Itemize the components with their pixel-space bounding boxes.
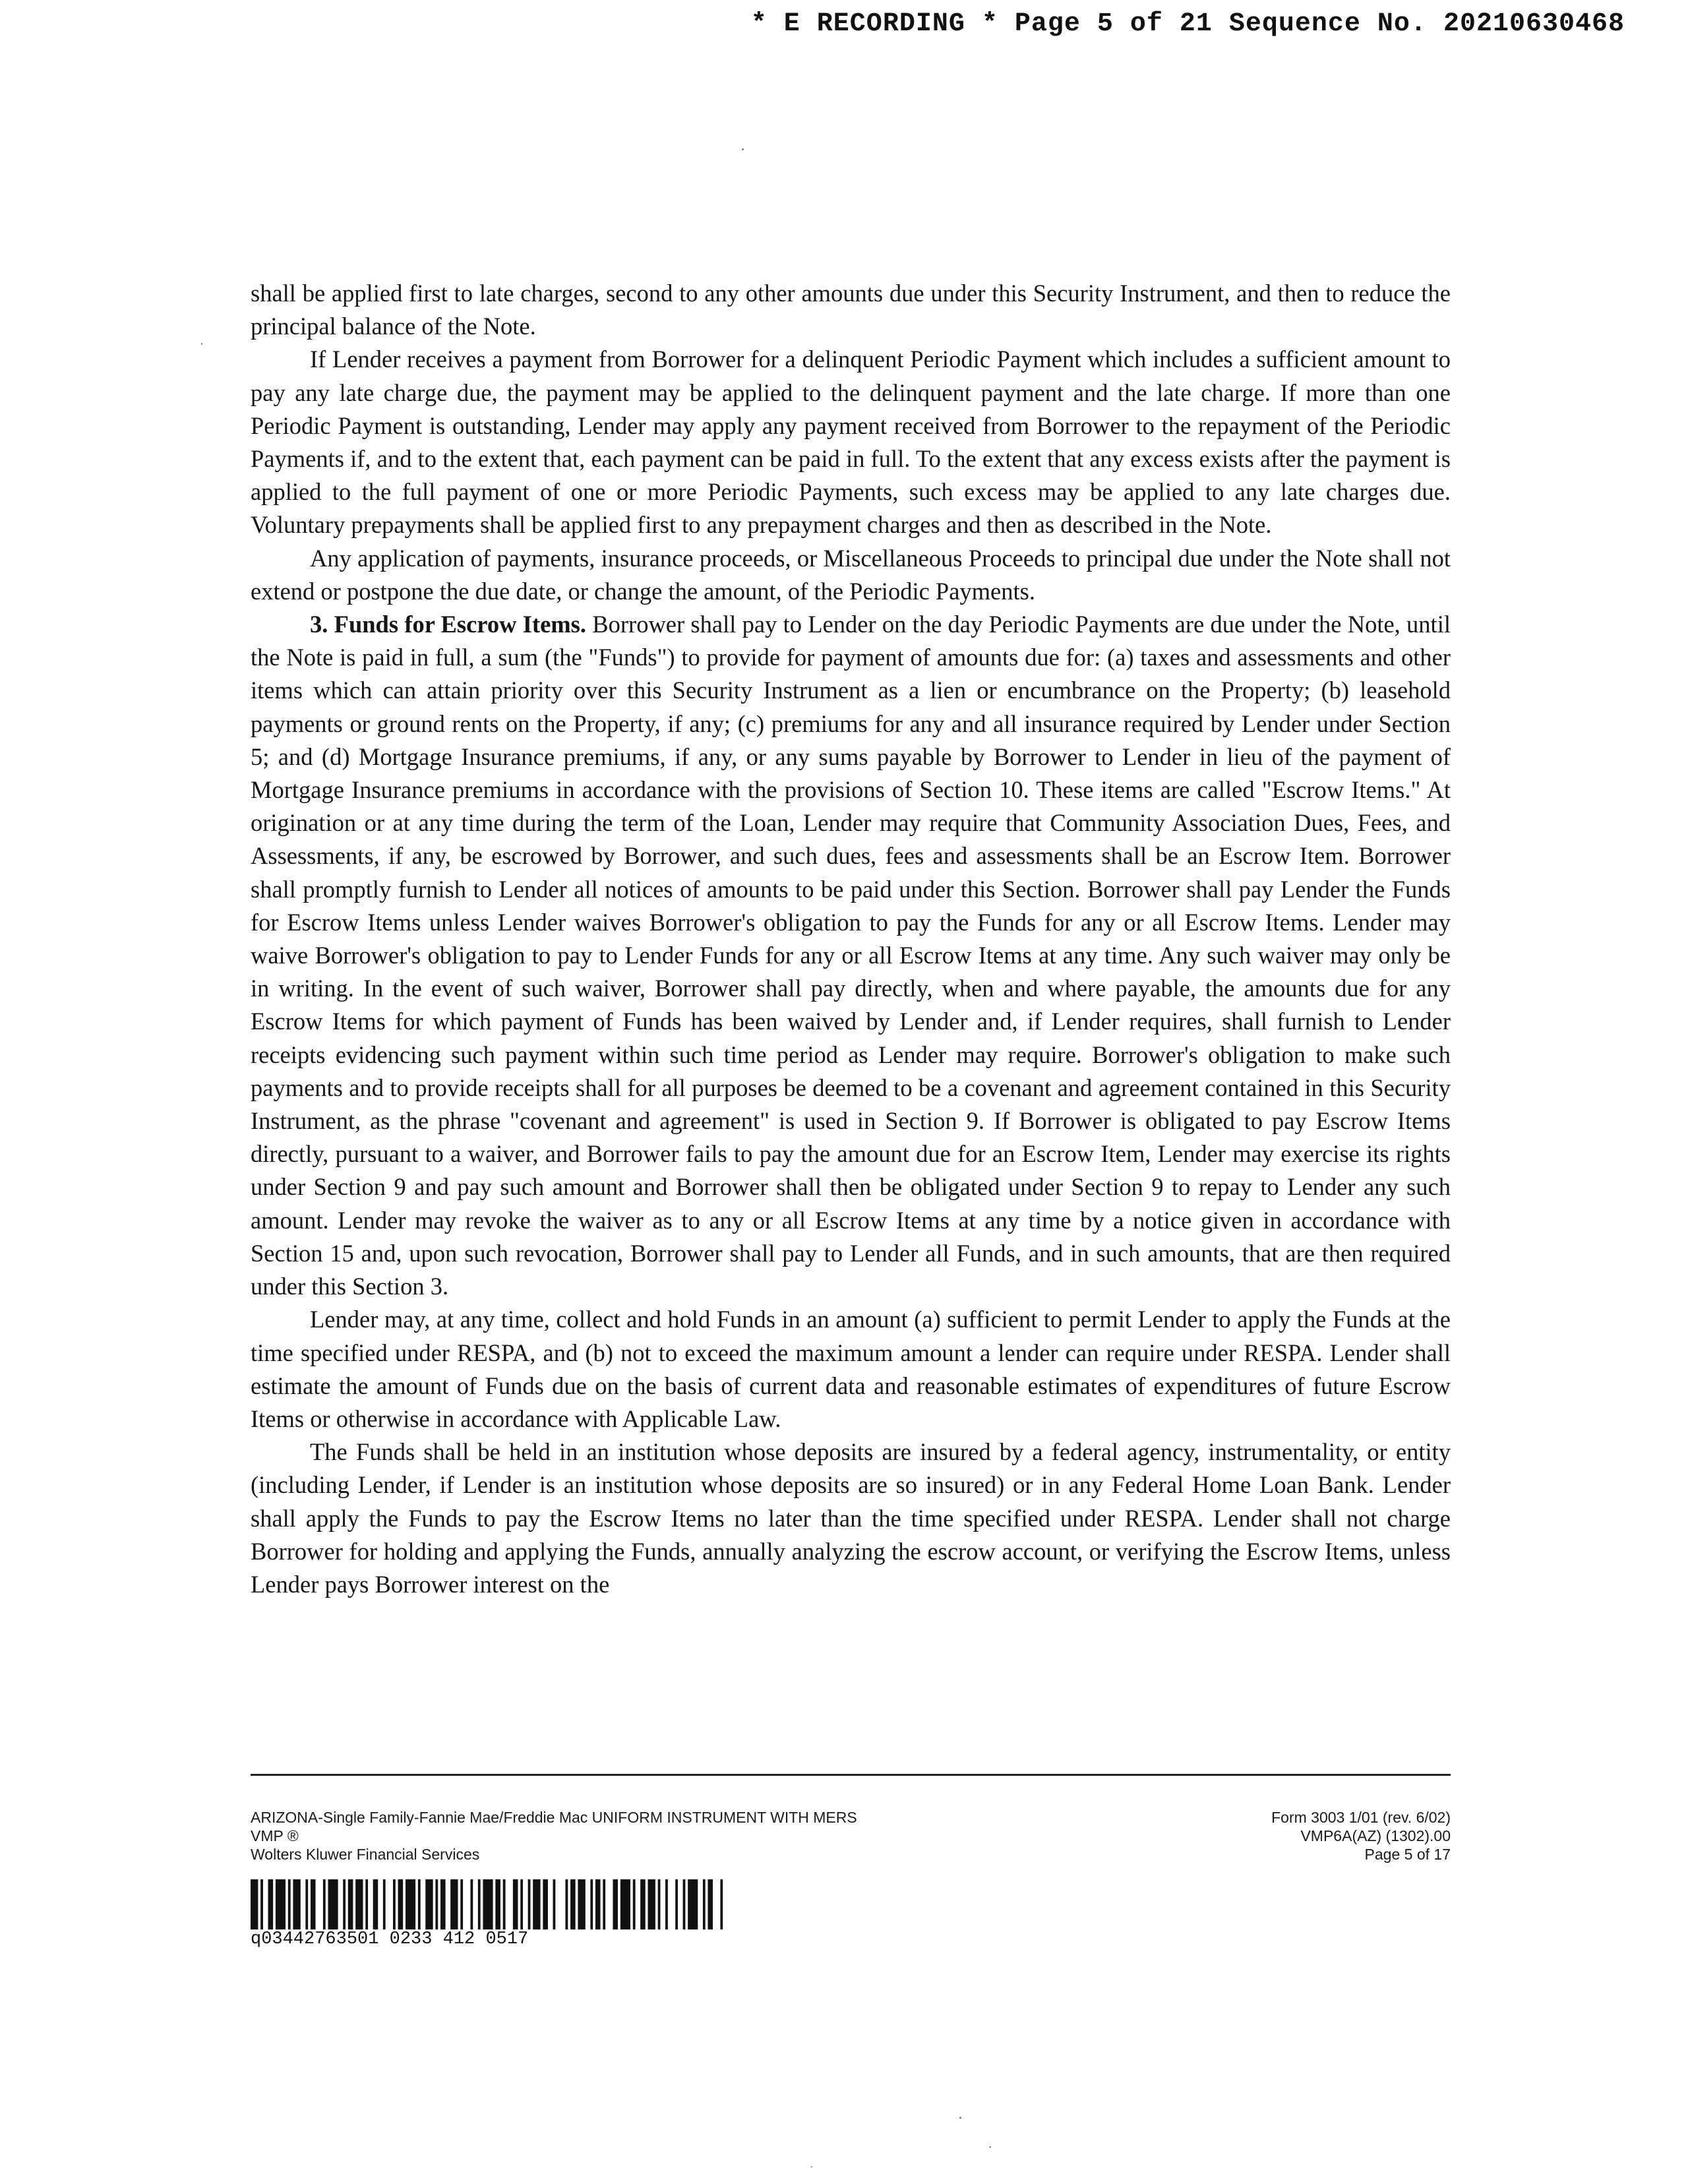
barcode-bar	[665, 1879, 668, 1929]
scan-speck	[811, 2166, 812, 2168]
barcode-image	[251, 1879, 725, 1929]
barcode-bar	[533, 1879, 540, 1929]
barcode-bar	[658, 1879, 661, 1929]
barcode-bar	[460, 1879, 463, 1929]
scan-speck	[742, 148, 744, 150]
barcode-bar	[343, 1879, 346, 1929]
barcode-bar	[708, 1879, 713, 1929]
barcode-bar	[703, 1879, 706, 1929]
barcode-bar	[440, 1879, 446, 1929]
footer-page-number: Page 5 of 17	[1364, 1846, 1451, 1863]
barcode-bar	[520, 1879, 523, 1929]
barcode-bar	[528, 1879, 531, 1929]
barcode-bar	[478, 1879, 481, 1929]
paragraph-funds-for-escrow-items	[251, 608, 1451, 1303]
barcode-bar	[553, 1879, 556, 1929]
barcode-bar	[260, 1879, 263, 1929]
scan-speck	[959, 2117, 961, 2119]
barcode-bar	[648, 1879, 655, 1929]
section-text: Borrower shall pay to Lender on the day Periodic Payments are due under the Note, until the Note is paid in full, a sum (the "Funds") to provide for payment of amounts due for: (a) taxes and assessments and other items which can attain priority over this Security Instrument as a lien or encumbrance on the Property; (b) leasehold payments or ground rents on the Property, if any; (c) premiums for any and all insurance required by Lender under Section 5; and (d) Mortgage Insurance premiums, if any, or any sums payable by Borrower to Lender in lieu of the payment of Mortgage Insurance premiums in accordance with the provisions of Section 10. These items are called "Escrow Items." At origination or at any time during the term of the Loan, Lender may require that Community Association Dues, Fees, and Assessments, if any, be escrowed by Borrower, and such dues, fees and assessments shall be an Escrow Item. Borrower shall promptly furnish to Lender all notices of amounts to be paid under this Section. Borrower shall pay Lender the Funds for Escrow Items unless Lender waives Borrower's obligation to pay the Funds for any or all Escrow Items. Lender may waive Borrower's obligation to pay to Lender Funds for any or all Escrow Items at any time. Any such waiver may only be in writing. In the event of such waiver, Borrower shall pay directly, when and where payable, the amounts due for any Escrow Items for which payment of Funds has been waived by Lender and, if Lender requires, shall furnish to Lender receipts evidencing such payment within such time period as Lender may require. Borrower's obligation to make such payments and to provide receipts shall for all purposes be deemed to be a covenant and agreement contained in this Security Instrument, as the phrase "covenant and agreement" is used in Section 9. If Borrower is obligated to pay Escrow Items directly, pursuant to a waiver, and Borrower fails to pay the amount due for an Escrow Item, Lender may exercise its rights under Section 9 and pay such amount and Borrower shall then be obligated under Section 9 to repay to Lender any such amount. Lender may revoke the waiver as to any or all Escrow Items at any time by a notice given in accordance with Section 15 and, upon such revocation, Borrower shall pay to Lender all Funds, and in such amounts, that are then required under this Section 3.	[251, 611, 1451, 1300]
barcode-bar	[418, 1879, 421, 1929]
barcode-bar	[543, 1879, 548, 1929]
barcode-bar	[398, 1879, 404, 1929]
paragraph-collect-and-hold-funds: Lender may, at any time, collect and hold Funds in an amount (a) sufficient to permit Lender to apply the Funds at the time specified under RESPA, and (b) not to exceed the maximum amount a lender can require under RESPA. Lender shall estimate the amount of Funds due on the basis of current data and reasonable estimates of expenditures of future Escrow Items or otherwise in accordance with Applicable Law.	[251, 1306, 1451, 1432]
footer-publisher: Wolters Kluwer Financial Services	[251, 1846, 480, 1863]
barcode-bar	[565, 1879, 568, 1929]
recording-stamp: * E RECORDING * Page 5 of 21 Sequence No. 20210630468	[750, 9, 1625, 39]
document-body	[251, 277, 1451, 1601]
barcode-bar	[435, 1879, 438, 1929]
barcode-bar	[355, 1879, 363, 1929]
barcode-bar	[373, 1879, 378, 1929]
section-heading: 3. Funds for Escrow Items.	[310, 611, 587, 638]
barcode-bar	[503, 1879, 506, 1929]
barcode-bar	[406, 1879, 415, 1929]
footer-divider	[251, 1774, 1451, 1776]
barcode-bar	[570, 1879, 576, 1929]
paragraph-delinquent-payment: If Lender receives a payment from Borrower for a delinquent Periodic Payment which includes a sufficient amount to pay any late charge due, the payment may be applied to the delinquent payment and the late charge. If more than one Periodic Payment is outstanding, Lender may apply any payment received from Borrower to the repayment of the Periodic Payments if, and to the extent that, each payment can be paid in full. To the extent that any excess exists after the payment is applied to the full payment of one or more Periodic Payments, such excess may be applied to any late charges due. Voluntary prepayments shall be applied first to any prepayment charges and then as described in the Note.	[251, 346, 1451, 539]
barcode-bar	[425, 1879, 433, 1929]
barcode-bar	[683, 1879, 686, 1929]
barcode-bar	[276, 1879, 286, 1929]
footer-form-title: ARIZONA-Single Family-Fannie Mae/Freddie Mac UNIFORM INSTRUMENT WITH MERS	[251, 1809, 857, 1826]
barcode-bar	[633, 1879, 636, 1929]
barcode-bar	[513, 1879, 518, 1929]
footer-vmp-mark: VMP ®	[251, 1827, 299, 1844]
barcode-bar	[365, 1879, 368, 1929]
footer-right-block	[1271, 1808, 1451, 1864]
barcode-bar	[450, 1879, 458, 1929]
barcode-bar	[288, 1879, 291, 1929]
barcode-bar	[393, 1879, 396, 1929]
scan-speck	[201, 343, 202, 345]
barcode-bar	[495, 1879, 500, 1929]
barcode-bar	[578, 1879, 585, 1929]
barcode-bar	[383, 1879, 386, 1929]
barcode-bar	[268, 1879, 274, 1929]
paragraph-funds-held-institution: The Funds shall be held in an institution whose deposits are insured by a federal agency, instrumentality, or entity (including Lender, if Lender is an institution whose deposits are so insured) or in any Federal Home Loan Bank. Lender shall apply the Funds to pay the Escrow Items no later than the time specified under RESPA. Lender shall not charge Borrower for holding and applying the Funds, annually analyzing the escrow account, or verifying the Escrow Items, unless Lender pays Borrower interest on the	[251, 1438, 1451, 1598]
barcode-bar	[323, 1879, 326, 1929]
scan-speck	[989, 2146, 991, 2148]
barcode-bar	[675, 1879, 678, 1929]
barcode-bar	[293, 1879, 300, 1929]
paragraph-continuation: shall be applied first to late charges, second to any other amounts due under this Security Instrument, and then to reduce the principal balance of the Note.	[251, 280, 1451, 340]
barcode-bar	[720, 1879, 723, 1929]
footer-form-number: Form 3003 1/01 (rev. 6/02)	[1271, 1809, 1451, 1826]
barcode-bar	[688, 1879, 698, 1929]
barcode-bar	[328, 1879, 338, 1929]
barcode-bar	[590, 1879, 593, 1929]
barcode-bar	[603, 1879, 605, 1929]
barcode-bar	[640, 1879, 646, 1929]
barcode-bar	[613, 1879, 618, 1929]
barcode-bar	[595, 1879, 601, 1929]
barcode-bar	[483, 1879, 493, 1929]
barcode-number: q03442763501 0233 412 0517	[251, 1929, 529, 1949]
paragraph-application-of-payments: Any application of payments, insurance proceeds, or Miscellaneous Proceeds to principal due under the Note shall not extend or postpone the due date, or change the amount, of the Periodic Payments.	[251, 544, 1451, 605]
footer-left-block	[251, 1808, 857, 1864]
barcode-bar	[620, 1879, 630, 1929]
barcode-bar	[470, 1879, 473, 1929]
barcode-bar	[305, 1879, 308, 1929]
barcode-bar	[348, 1879, 353, 1929]
barcode-bar	[251, 1879, 258, 1929]
barcode-bar	[311, 1879, 316, 1929]
footer-vmp-code: VMP6A(AZ) (1302).00	[1300, 1827, 1451, 1844]
